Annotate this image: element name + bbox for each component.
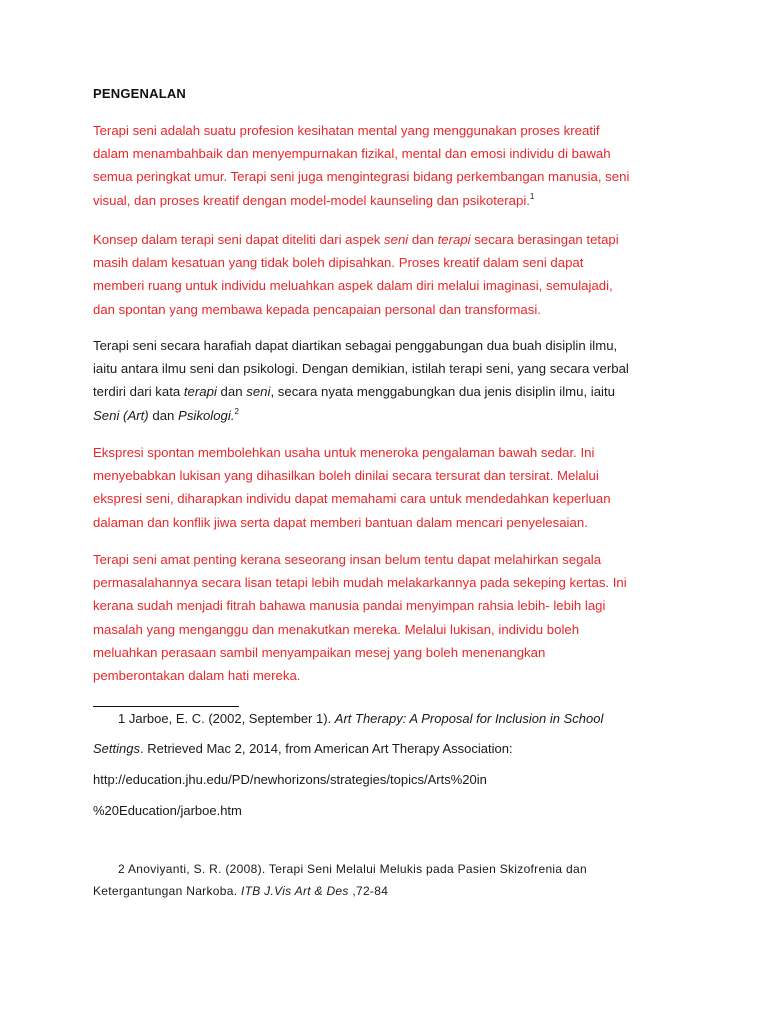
paragraph-line: pemberontakan dalam hati mereka. xyxy=(93,668,301,684)
paragraph-line: permasalahannya secara lisan tetapi lebih mudah melakarkannya pada sekeping kertas. Ini xyxy=(93,575,627,591)
paragraph-line: dalam menambahbaik dan menyempurnakan fizikal, mental dan emosi individu di bawah xyxy=(93,146,611,162)
line-text: dan xyxy=(408,232,438,247)
italic-term-psikologi: Psikologi. xyxy=(178,407,235,423)
line-text: secara berasingan tetapi xyxy=(470,232,619,247)
section-heading: PENGENALAN xyxy=(93,86,187,101)
footnote-text: ,72-84 xyxy=(348,884,389,898)
paragraph-line: dan spontan yang membawa kepada pencapaian personal dan transformasi. xyxy=(93,301,541,317)
paragraph-line xyxy=(93,228,673,251)
footnote-2-line: 2 Anoviyanti, S. R. (2008). Terapi Seni Melalui Melukis pada Pasien Skizofrenia dan xyxy=(118,862,587,876)
paragraph-line: iaitu antara ilmu seni dan psikologi. Dengan demikian, istilah terapi seni, yang secara verbal xyxy=(93,361,629,377)
paragraph-line: masih dalam kesatuan yang tidak boleh dipisahkan. Proses kreatif dalam seni dapat xyxy=(93,255,584,271)
footnote-text: Ketergantungan Narkoba. xyxy=(93,884,241,898)
paragraph-line: dalaman dan konflik jiwa serta dapat memberi bantuan dalam mencari penyelesaian. xyxy=(93,514,588,530)
italic-term-seni: seni xyxy=(246,384,271,400)
line-text: terdiri dari kata xyxy=(93,384,184,400)
footnote-journal: ITB J.Vis Art & Des xyxy=(240,884,349,898)
paragraph-line: Terapi seni amat penting kerana seseorang insan belum tentu dapat melahirkan segala xyxy=(93,552,602,567)
italic-term-terapi: terapi xyxy=(437,232,471,247)
paragraph-line: ekspresi seni, diharapkan individu dapat memahami cara untuk mendedahkan keperluan xyxy=(93,491,611,507)
line-text: visual, dan proses kreatif dengan model-model kaunseling dan psikoterapi. xyxy=(93,192,530,208)
paragraph-line: semua peringkat umur. Terapi seni juga mengintegrasi bidang perkembangan manusia, seni xyxy=(93,169,630,185)
paragraph-line xyxy=(93,404,673,427)
paragraph-line: Terapi seni adalah suatu profesion kesihatan mental yang menggunakan proses kreatif xyxy=(93,123,600,138)
footnote-text: 1 Jarboe, E. C. (2002, September 1). xyxy=(118,711,335,726)
paragraph-definition xyxy=(93,119,673,212)
footnote-1-url[interactable]: http://education.jhu.edu/PD/newhorizons/strategies/topics/Arts%20in xyxy=(93,772,487,787)
paragraph-expression xyxy=(93,441,673,534)
italic-term-seni-art: Seni (Art) xyxy=(93,407,149,423)
footnote-separator xyxy=(93,706,239,707)
paragraph-importance xyxy=(93,548,673,687)
footnote-text: . Retrieved Mac 2, 2014, from American Art Therapy Association: xyxy=(139,741,513,756)
paragraph-line: meluahkan perasaan sambil menyampaikan mesej yang boleh menenangkan xyxy=(93,644,546,660)
footnote-1-url[interactable]: %20Education/jarboe.htm xyxy=(93,803,242,818)
line-text: , secara nyata menggabungkan dua jenis disiplin ilmu, iaitu xyxy=(270,384,615,400)
paragraph-meaning xyxy=(93,334,673,427)
line-text: dan xyxy=(148,407,179,423)
italic-term-terapi: terapi xyxy=(183,384,217,400)
paragraph-line: memberi ruang untuk individu meluahkan aspek dalam diri melalui imaginasi, semulajadi, xyxy=(93,278,613,294)
paragraph-line: kerana sudah menjadi fitrah bahawa manusia pandai menyimpan rahsia lebih- lebih lagi xyxy=(93,598,606,614)
paragraph-line: Ekspresi spontan membolehkan usaha untuk meneroka pengalaman bawah sedar. Ini xyxy=(93,445,595,460)
footnote-ref-1[interactable]: 1 xyxy=(529,191,535,201)
footnote-title: Settings xyxy=(93,741,140,756)
paragraph-line: Terapi seni secara harafiah dapat diartikan sebagai penggabungan dua buah disiplin ilmu, xyxy=(93,338,618,353)
footnote-ref-2[interactable]: 2 xyxy=(234,406,239,416)
line-text: Konsep dalam terapi seni dapat diteliti dari aspek xyxy=(93,232,385,247)
italic-term-seni: seni xyxy=(384,232,409,247)
line-text: dan xyxy=(216,384,247,400)
footnote-2-line xyxy=(93,884,388,898)
paragraph-line xyxy=(93,189,673,212)
paragraph-concept xyxy=(93,228,673,321)
footnote-1-line xyxy=(118,711,603,726)
footnote-1-line xyxy=(93,741,513,756)
paragraph-line: masalah yang menganggu dan menakutkan mereka. Melalui lukisan, individu boleh xyxy=(93,621,580,637)
paragraph-line xyxy=(93,380,673,403)
footnote-title: Art Therapy: A Proposal for Inclusion in School xyxy=(334,711,604,726)
paragraph-line: menyebabkan lukisan yang dihasilkan boleh dinilai secara tersurat dan tersirat. Melalui xyxy=(93,468,599,484)
